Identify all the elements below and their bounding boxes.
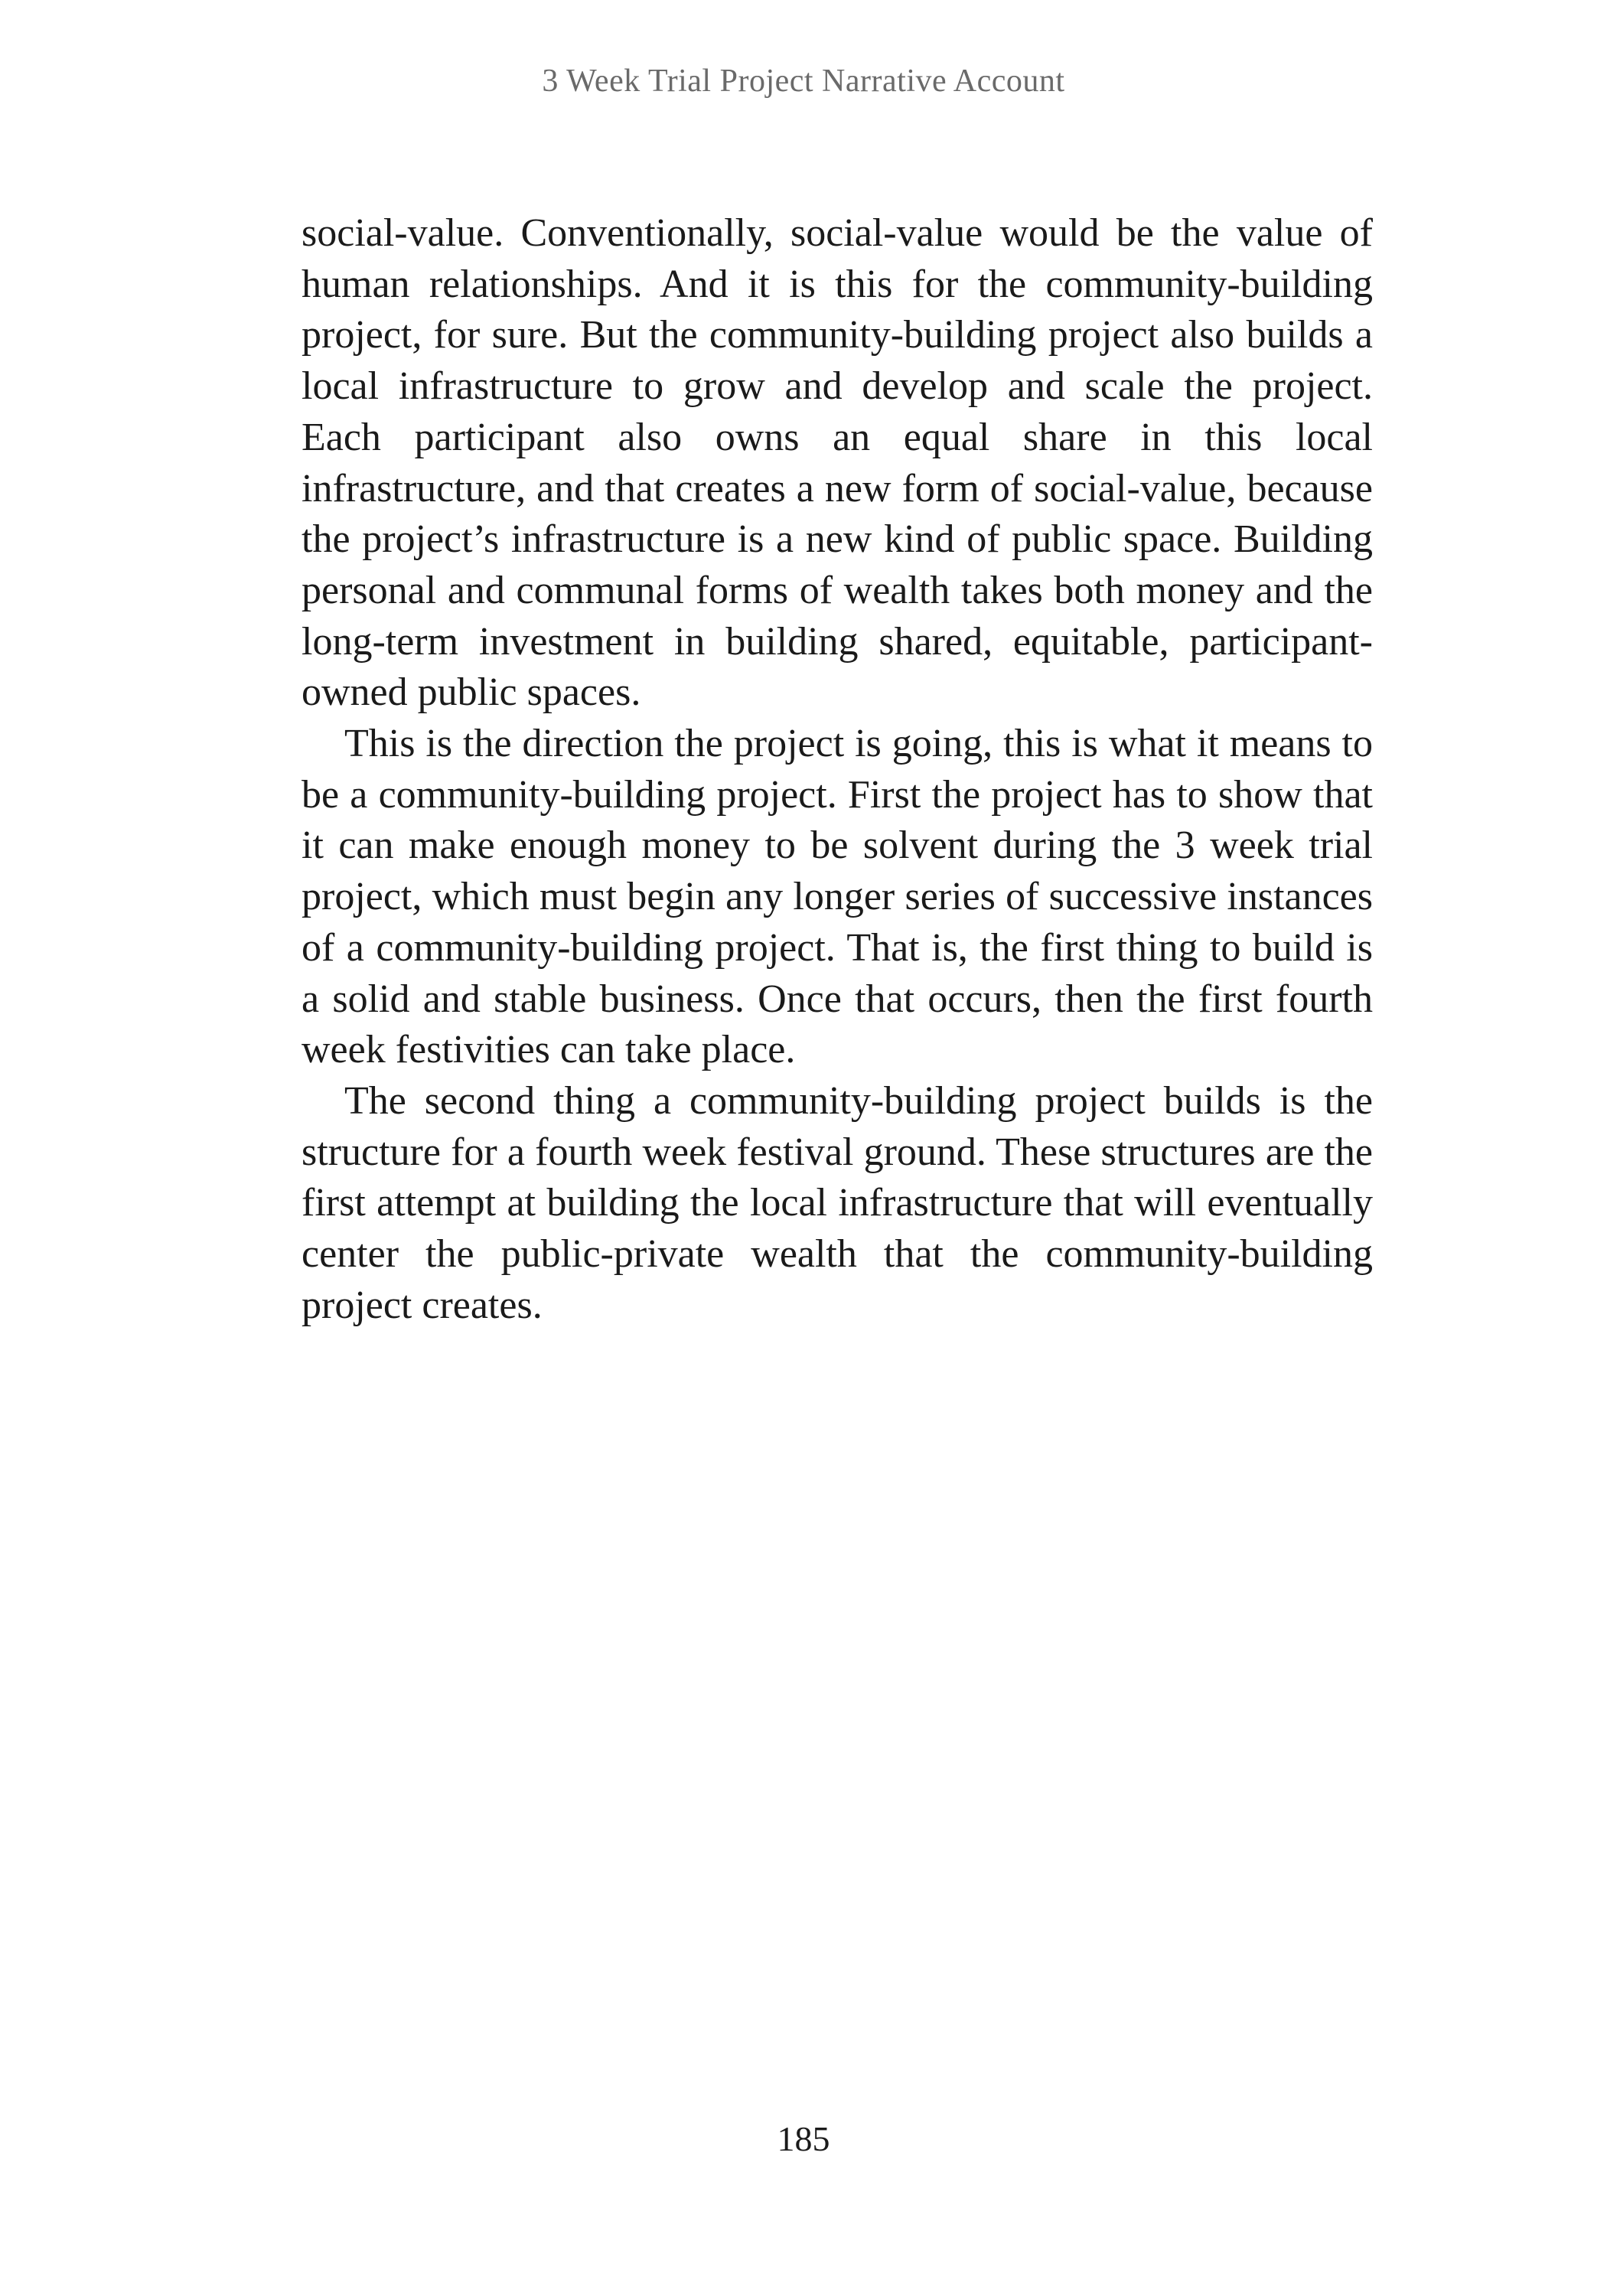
paragraph-1: social-value. Conventionally, social-value would be the value of human relationships. And it is this for the community-building project, for sure. But the community-building project also builds a local infrastructure to grow and develop and scale the project. Each participant also owns an equal share in this local infrastructure, and that creates a new form of social-value, because the project’s infrastructure is a new kind of public space. Building personal and communal forms of wealth takes both money and the long-term investment in building shared, equitable, participant-owned public spaces. — [302, 211, 1373, 715]
running-header-title: 3 Week Trial Project Narrative Account — [542, 64, 1065, 99]
page-number: 185 — [777, 2119, 830, 2158]
body-text — [302, 208, 1373, 1331]
paragraph-3: The second thing a community-building project builds is the structure for a fourth week festival ground. These structures are the first attempt at building the local infrastructure that will eventually center the public-private wealth that the community-building project creates. — [302, 1078, 1373, 1327]
paragraph-2: This is the direction the project is going, this is what it means to be a community-building project. First the project has to show that it can make enough money to be solvent during the 3 week trial project, which must begin any longer series of successive instances of a community-building project. That is, the first thing to build is a solid and stable business. Once that occurs, then the first fourth week festivities can take place. — [302, 722, 1373, 1072]
